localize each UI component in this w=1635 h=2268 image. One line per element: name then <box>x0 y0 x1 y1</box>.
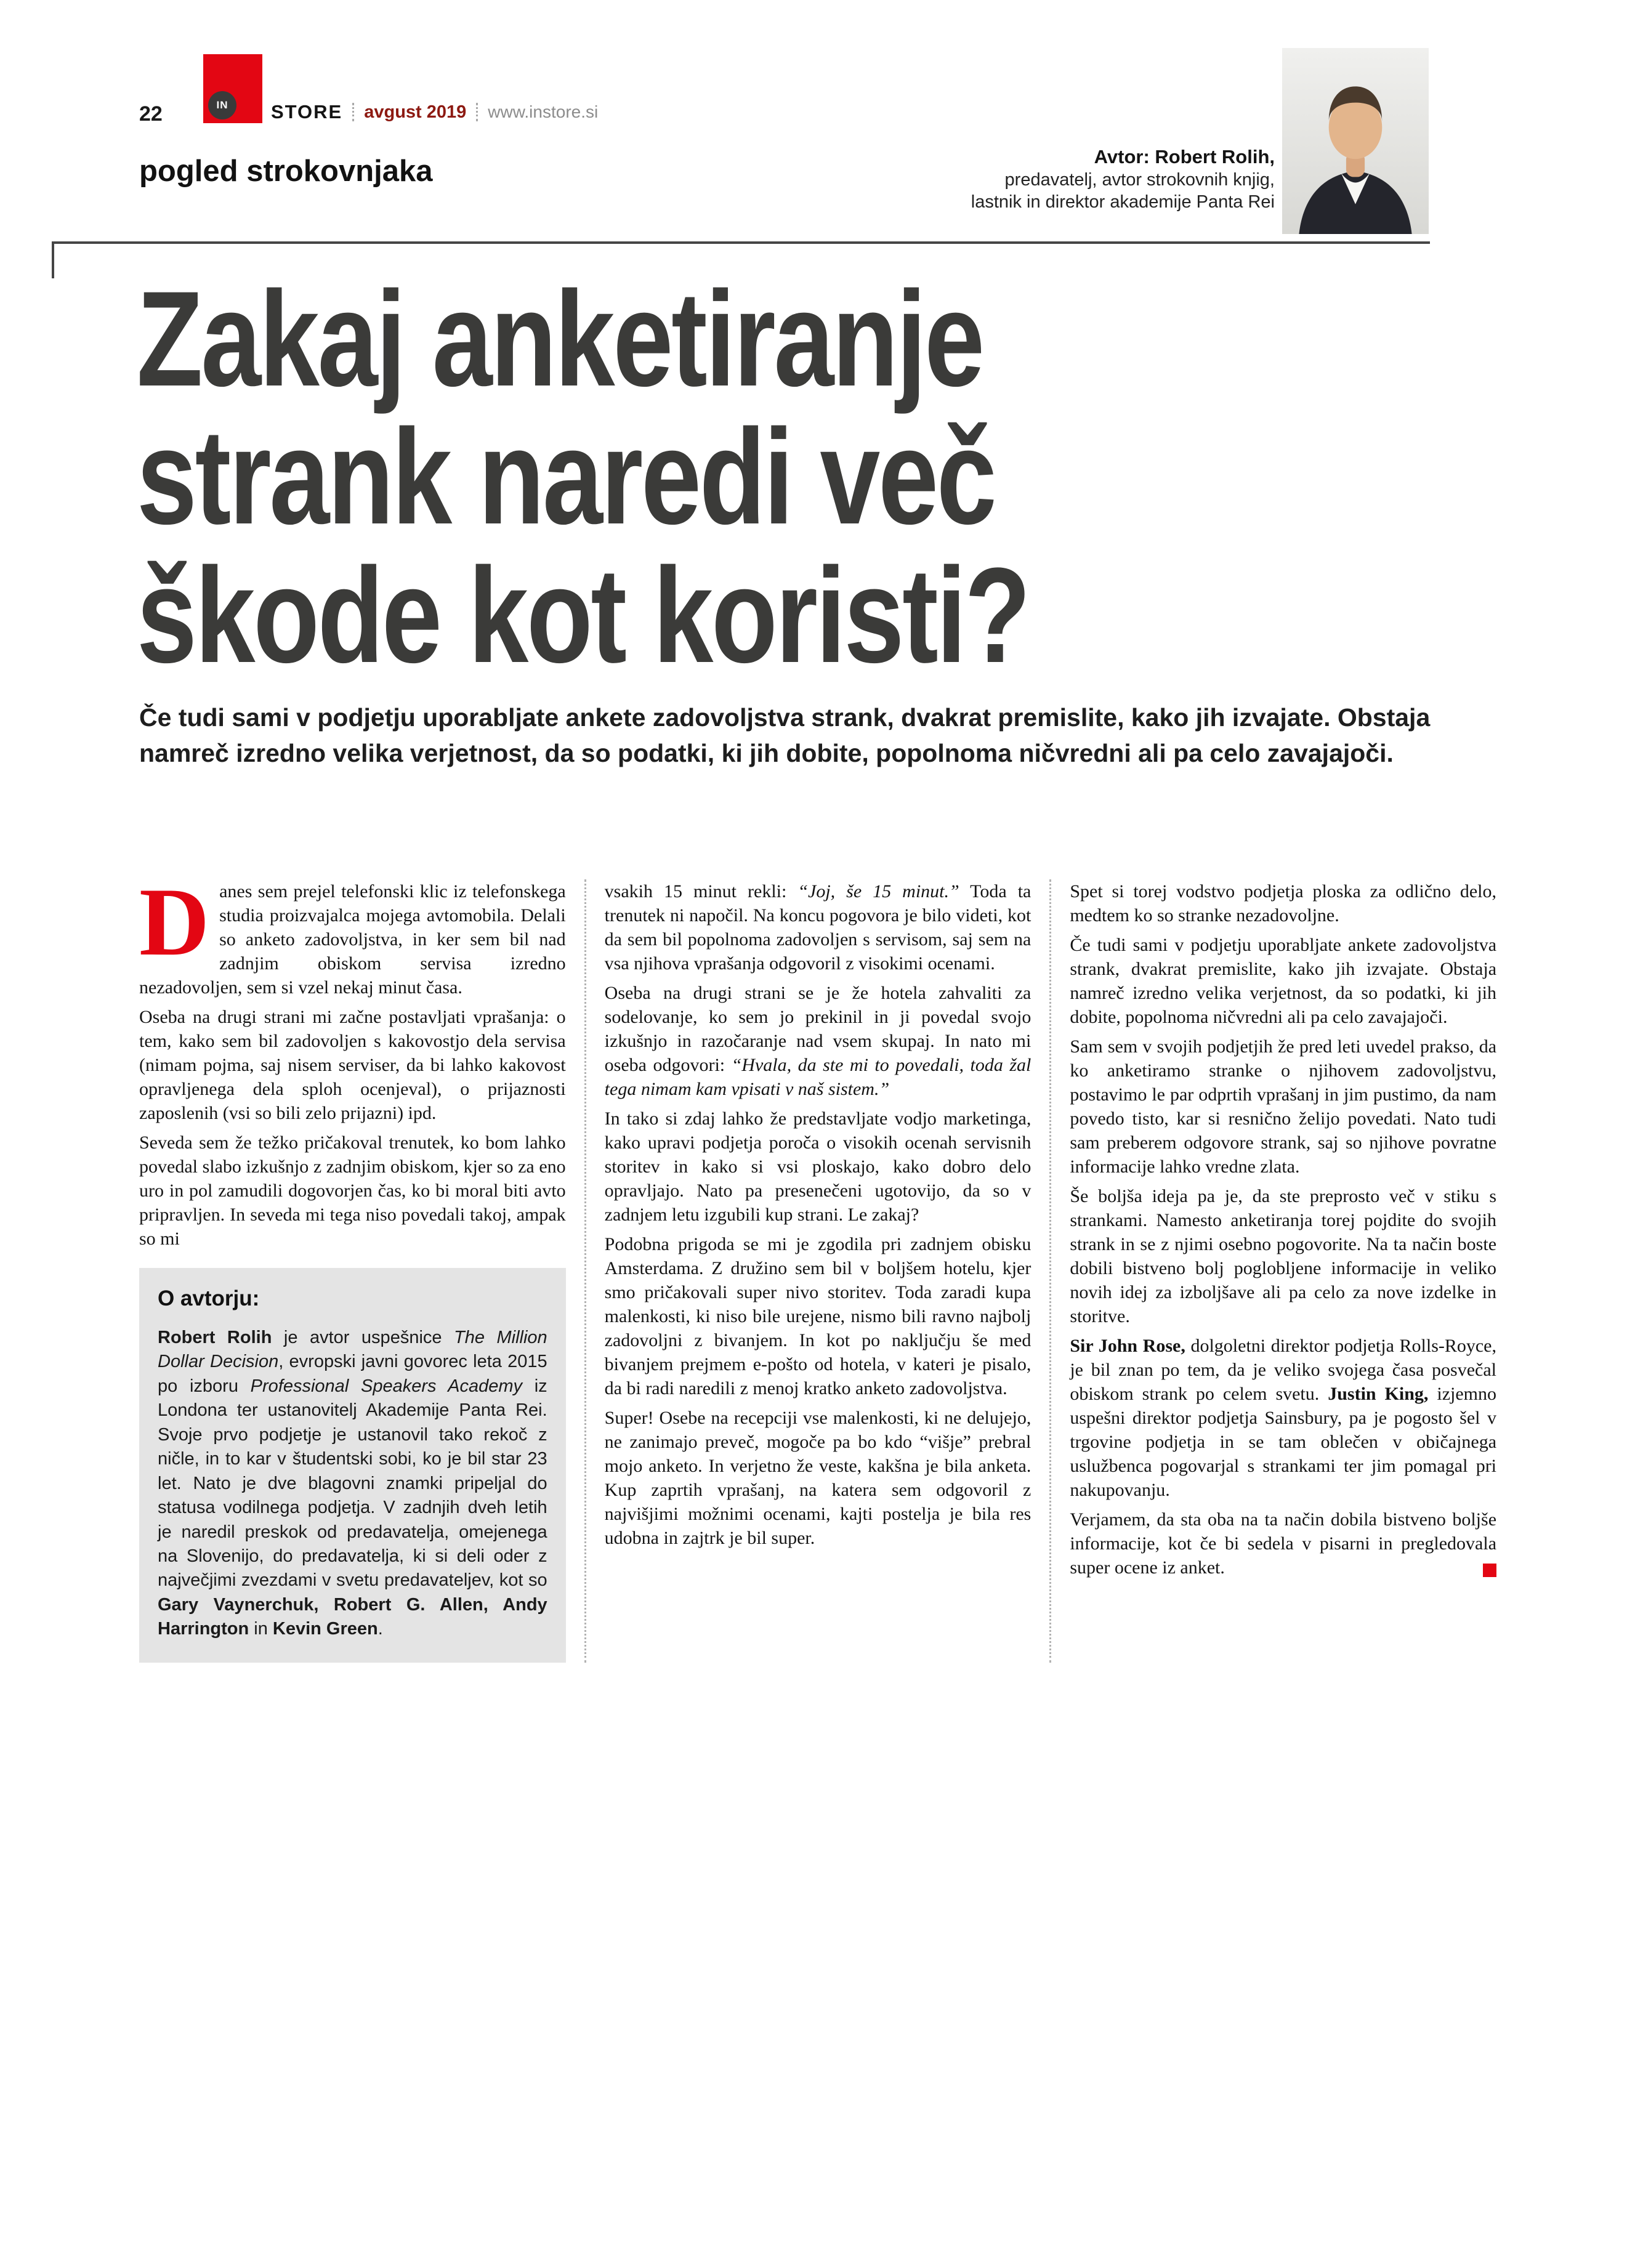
text: izjemno uspešni direktor podjetja Sainsbury, pa je pogosto šel v trgovine podjetja in se tam oblečen v običajnega uslužbenca pogovarjal s strankami ter jim pomagal pri nakupovanju. <box>1070 1384 1497 1500</box>
text: dolgoletni direktor podjetja Rolls-Royce, je bil znan po tem, da je veliko svojega časa posvečal obiskom strank po celem svetu. <box>1070 1336 1497 1404</box>
text: in <box>249 1619 273 1639</box>
article-paragraph <box>1070 1035 1496 1179</box>
column-2-paragraphs <box>605 879 1031 1550</box>
article-paragraph <box>1070 1184 1496 1328</box>
author-role-line-2: lastnik in direktor akademije Panta Rei <box>971 192 1275 212</box>
article-paragraph <box>1070 933 1496 1029</box>
article-columns <box>139 868 1497 1663</box>
text: Super! Osebe na recepciji vse malenkosti, ki ne delujejo, ne zanimajo preveč, mogoče pa bo kdo “višje” prebral mojo anketo. In verjetno že veste, kakšna je bila anketa. Kup zaprtih vprašanj, na katera sem odgovoril z najvišjimi možnimi ocenami, kajti postelja je bila res udobna in zajtrk je bil super. <box>604 1408 1031 1548</box>
article-paragraph <box>605 879 1031 975</box>
masthead-line <box>271 101 598 123</box>
text: je avtor uspešnice <box>272 1328 454 1347</box>
instore-logo-in-text: IN <box>216 99 228 111</box>
column-1-paragraphs <box>139 868 566 1251</box>
text: In tako si zdaj lahko že predstavljate vodjo marketinga, kako upravi podjetja poroča o visokih ocenah servisnih storitev in kako si vsi ploskajo, kako dobro delo opravljajo. Nato pa presenečeni ugotovijo, da so v zadnjem letu izgubili kup strani. Le zakaj? <box>604 1108 1031 1225</box>
drop-cap: D <box>139 868 210 976</box>
bold-text: Sir John Rose, <box>1070 1336 1185 1356</box>
article-column-3 <box>1049 879 1496 1663</box>
italic-text: The Million Dollar Decision <box>158 1328 547 1372</box>
article-paragraph <box>605 1107 1031 1227</box>
dotted-separator <box>352 103 354 121</box>
author-role-line-1: predavatelj, avtor strokovnih knjig, <box>1004 169 1275 190</box>
article-paragraph <box>139 868 566 999</box>
text: anes sem prejel telefonski klic iz telefonskega studia proizvajalca mojega avtomobila. Delali so anketo zadovoljstva, in ker sem bil nad zadnjim obiskom servisa izredno nezadovoljen, sem si vzel nekaj minut časa. <box>139 881 566 998</box>
author-name: Avtor: Robert Rolih, <box>1094 146 1275 167</box>
author-box-title: O avtorju: <box>158 1286 260 1310</box>
bold-text: Justin King, <box>1328 1384 1429 1404</box>
article-lede: Če tudi sami v podjetju uporabljate ankete zadovoljstva strank, dvakrat premislite, kako jih izvajate. Obstaja namreč izredno velika verjetnost, da so podatki, ki jih dobite, popolnoma ničvredni ali pa celo zavajajoči. <box>139 703 1431 768</box>
page-number: 22 <box>139 102 163 126</box>
bold-text: Kevin Green <box>272 1619 378 1639</box>
headline-line-3: škode kot koristi? <box>137 539 1029 691</box>
article-end-mark <box>1483 1564 1496 1577</box>
text: vsakih 15 minut rekli: <box>604 881 798 902</box>
text: Spet si torej vodstvo podjetja ploska za odlično delo, medtem ko so stranke nezadovoljne. <box>1070 881 1497 926</box>
italic-text: “Hvala, da ste mi to povedali, toda žal tega nimam kam vpisati v naš sistem.” <box>604 1055 1031 1099</box>
text: Oseba na drugi strani mi začne postavljati vprašanja: o tem, kako sem bil zadovoljen s kakovostjo dela servisa (nimam pojma, saj nisem serviser, da bi lahko kakovost opravljenega dela sploh ocenjeval), o prijaznosti zaposlenih (vsi so bili zelo prijazni) ipd. <box>139 1007 566 1123</box>
instore-logo-in-badge <box>208 91 236 119</box>
headline-line-2: strank naredi več <box>137 401 995 553</box>
text: Seveda sem že težko pričakoval trenutek, ko bom lahko povedal slabo izkušnjo z zadnjim obiskom, kjer so za eno uro in pol zamudili dogovorjen čas, ko bi moral biti avto pripravljen. In seveda mi tega niso povedali takoj, ampak so mi <box>139 1132 566 1249</box>
author-info <box>971 145 1275 214</box>
article-paragraph <box>605 981 1031 1101</box>
text: . <box>377 1619 383 1639</box>
text: Podobna prigoda se mi je zgodila pri zadnjem obisku Amsterdama. Z družino sem bil v boljšem hotelu, kjer smo pričakovali super nivo storitev. Toda zaradi kupa malenkosti, ki niso bile urejene, nismo bili ravno najbolj zadovoljni z bivanjem. In kot po naključju še med bivanjem prejmem e-pošto od hotela, v kateri je pisalo, da bi radi naredili z menoj kratko anketo zadovoljstva. <box>604 1234 1031 1398</box>
article-headline <box>137 263 1029 691</box>
article-paragraph <box>139 1005 566 1125</box>
article-column-1 <box>139 868 584 1663</box>
text: Verjamem, da sta oba na ta način dobila bistveno boljše informacije, kot če bi sedela v pisarni in pregledovala super ocene iz anket. <box>1070 1509 1497 1578</box>
headline-line-1: Zakaj anketiranje <box>137 263 983 414</box>
website-url: www.instore.si <box>488 102 599 121</box>
text: , evropski javni govorec leta 2015 po izboru <box>158 1352 547 1396</box>
text: Toda ta trenutek ni napočil. Na koncu pogovora je bilo videti, kot da sem bil popolnoma zadovoljen s servisom, saj sem na vsa njihova vprašanja odgovoril z visokimi ocenami. <box>604 881 1031 974</box>
author-photo <box>1282 48 1429 234</box>
person-portrait-illustration <box>1282 48 1429 234</box>
header-rule <box>52 241 1430 244</box>
instore-logo-square <box>203 54 262 123</box>
article-paragraph <box>1070 1334 1496 1502</box>
header-rule-tick <box>52 241 54 278</box>
article-column-2 <box>584 879 1050 1663</box>
text: Sam sem v svojih podjetjih že pred leti uvedel prakso, da ko anketiramo stranke o njihovem zadovoljstvu, postavimo le par odprtih vprašanj in jim pustimo, da nam povedo tisto, kar si resnično želijo povedati. Nato tudi sam preberem odgovore strank, saj so njihove povratne informacije lahko vredne zlata. <box>1070 1036 1497 1177</box>
article-paragraph <box>605 1232 1031 1400</box>
bold-text: Robert Rolih <box>158 1328 272 1347</box>
instore-logo-store-text: STORE <box>271 101 343 123</box>
italic-text: “Joj, še 15 minut.” <box>797 881 959 902</box>
article-paragraph <box>1070 1507 1496 1580</box>
author-box-text <box>158 1326 547 1642</box>
article-paragraph <box>139 1131 566 1251</box>
author-box <box>139 1268 566 1663</box>
text: Če tudi sami v podjetju uporabljate ankete zadovoljstva strank, dvakrat premislite, kako jih izvajate. Obstaja namreč izredno velika verjetnost, da so podatki, ki jih dobite, popolnoma ničvredni ali pa celo zavajajoči. <box>1070 935 1497 1027</box>
text: Še boljša ideja pa je, da ste preprosto več v stiku s strankami. Namesto anketiranja torej pojdite do svojih strank in se z njimi osebno pogovorite. Na ta način boste dobili bistveno bolj poglobljene informacije in veliko novih idej za izboljšave ali pa celo za nove izdelke in storitve. <box>1070 1186 1497 1326</box>
issue-date: avgust 2019 <box>364 102 467 122</box>
text: Oseba na drugi strani se je že hotela zahvaliti za sodelovanje, ko sem jo prekinil in ji povedal svojo izkušnjo in razočaranje nad vsem skupaj. In nato mi oseba odgovori: <box>604 983 1031 1075</box>
section-title: pogled strokovnjaka <box>139 155 433 188</box>
article-paragraph <box>1070 879 1496 927</box>
column-3-paragraphs <box>1070 879 1496 1580</box>
bold-text: Gary Vaynerchuk, Robert G. Allen, Andy Harrington <box>158 1594 547 1639</box>
text: iz Londona ter ustanovitelj Akademije Panta Rei. Svoje prvo podjetje je ustanovil tako rekoč z ničle, in to kar v študentski sobi, ko je bil star 23 let. Nato je dve blagovni znamki pripeljal do statusa vodilnega podjetja. V zadnjih dveh letih je naredil preskok od predavatelja, omejenega na Slovenijo, do predavatelja, ki si deli oder z največjimi zvezdami v svetu predavateljev, kot so <box>158 1376 547 1591</box>
dotted-separator <box>476 103 478 121</box>
article-paragraph <box>605 1406 1031 1550</box>
italic-text: Professional Speakers Academy <box>250 1376 523 1396</box>
